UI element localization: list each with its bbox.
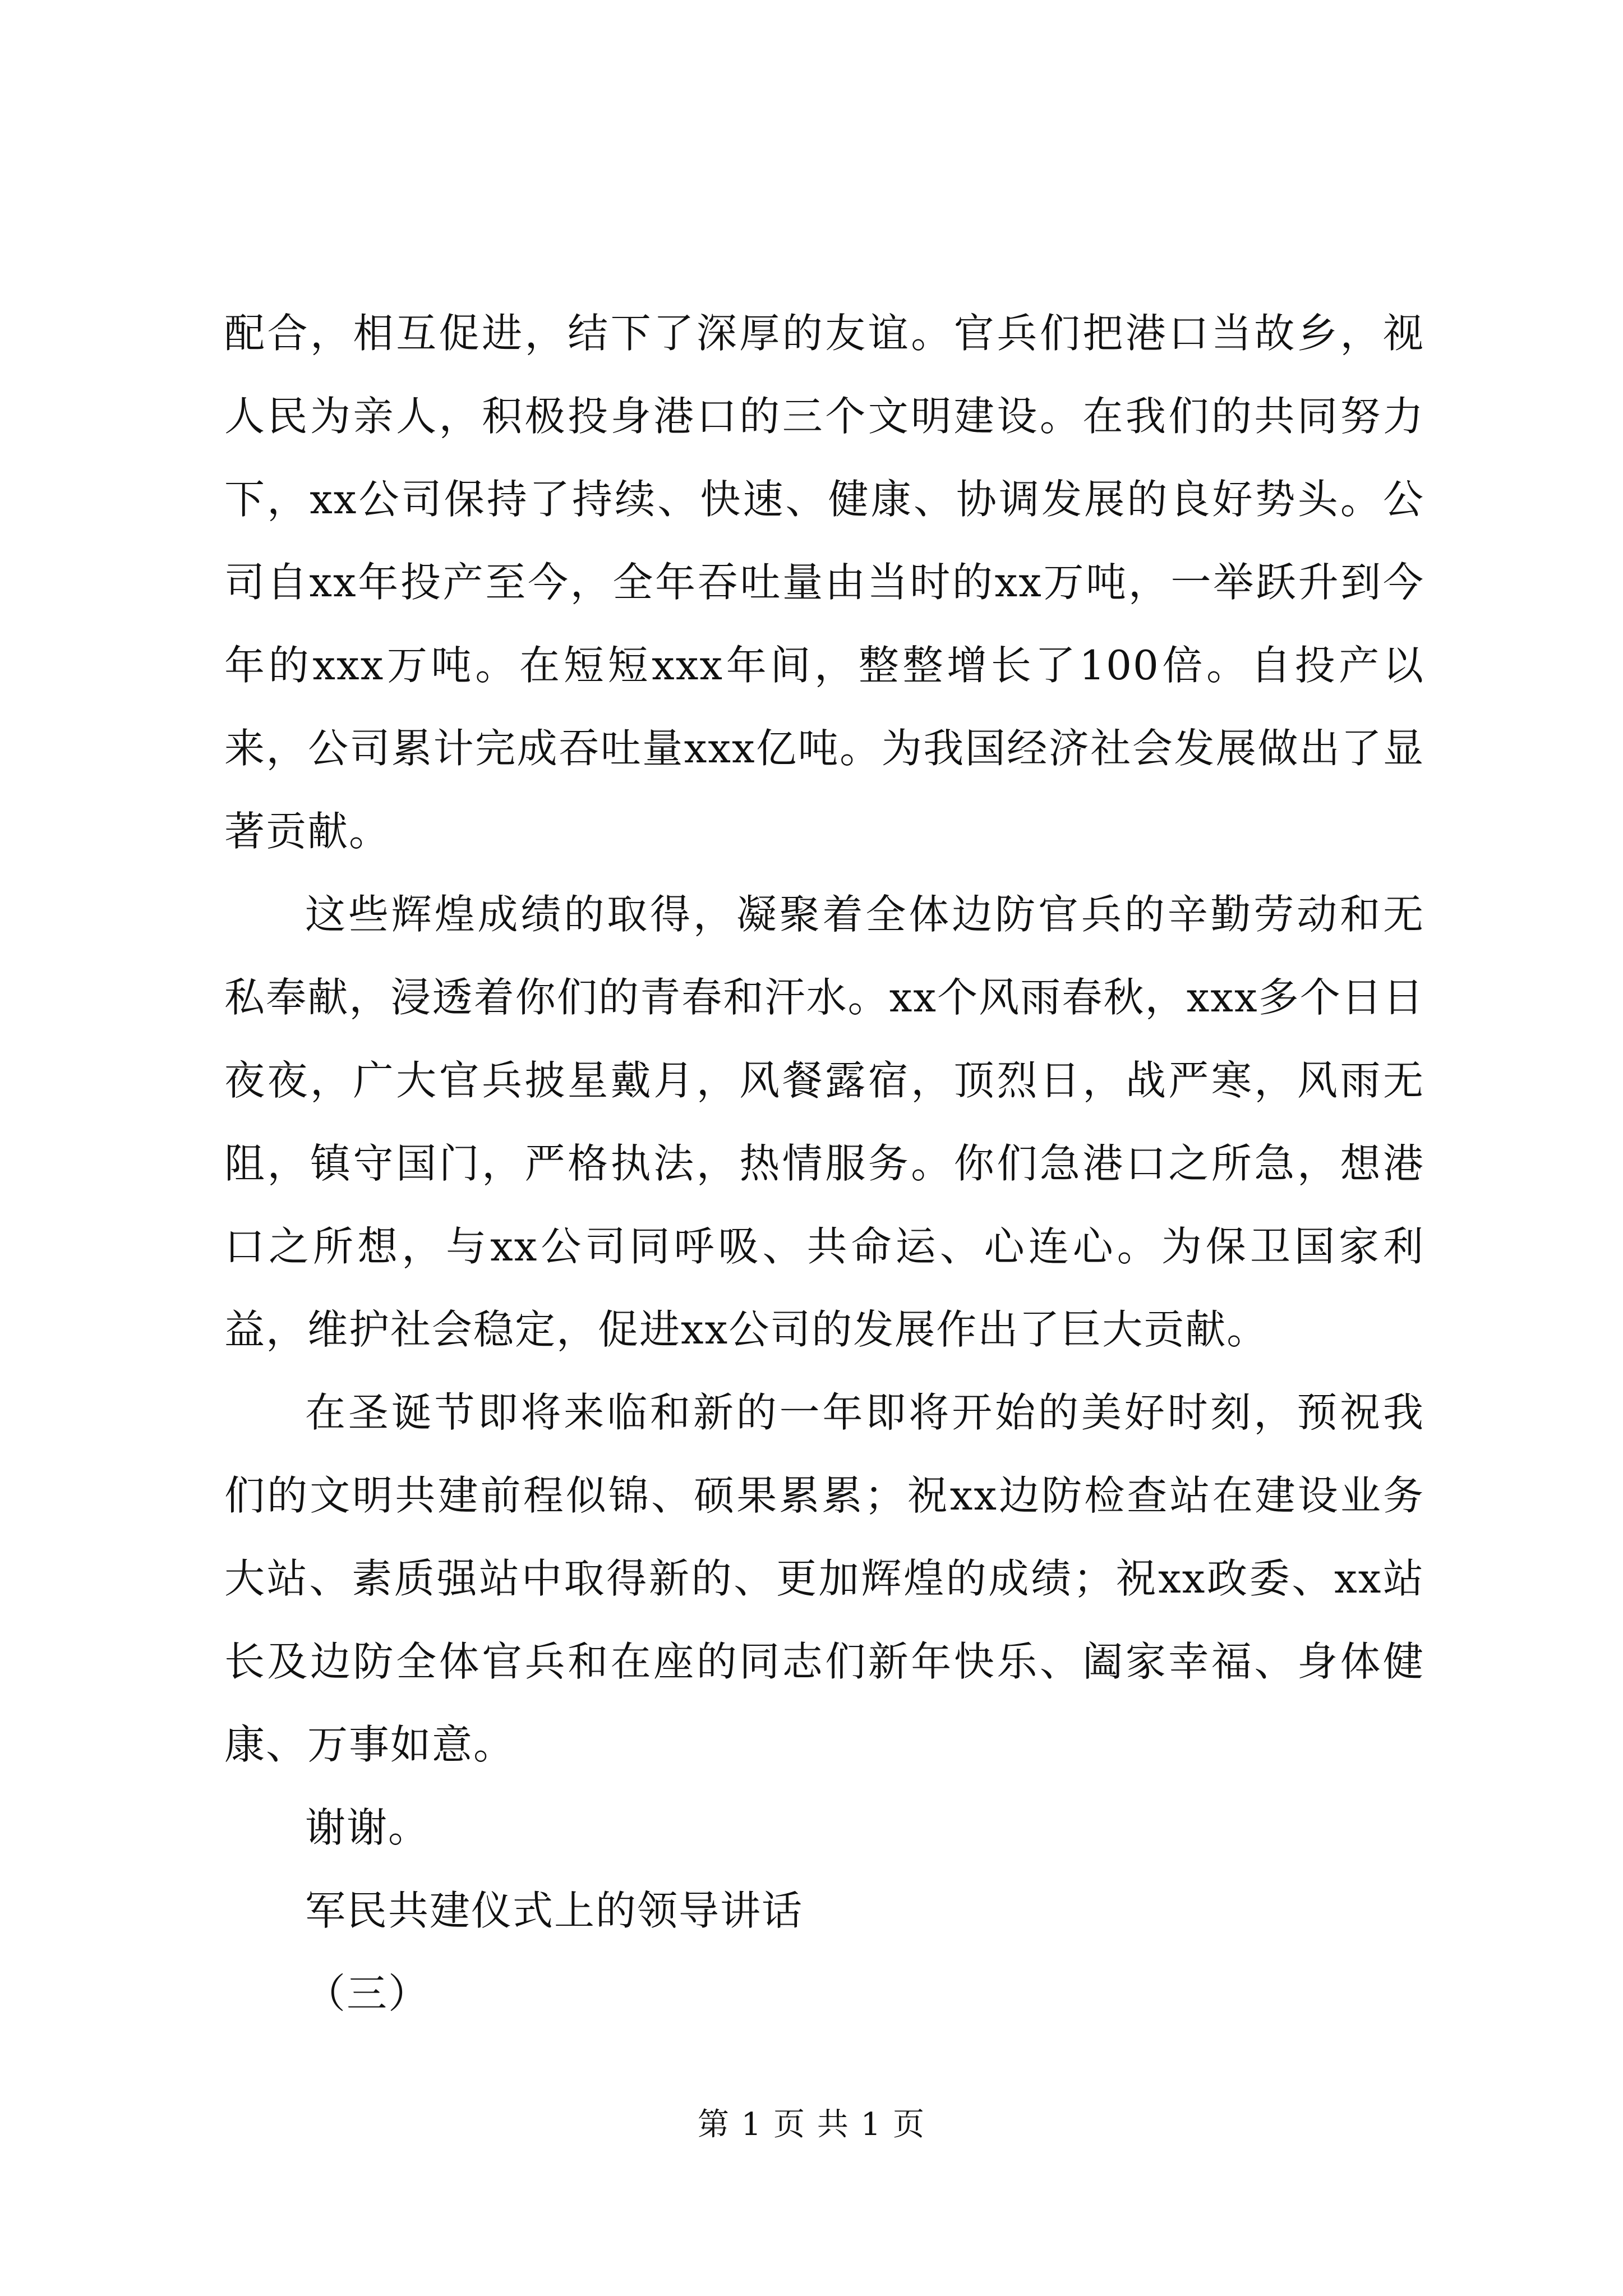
section-number: （三）	[305, 1970, 430, 2017]
paragraph-3: 在圣诞节即将来临和新的一年即将开始的美好时刻，预祝我们的文明共建前程似锦、硕果累累；祝xx边防检查站在建设业务大站、素质强站中取得新的、更加辉煌的成绩；祝xx政委、xx站长及边防全体官兵和在座的同志们新年快乐、阖家幸福、身体健康、万事如意。	[224, 1389, 1424, 1768]
closing-line: 谢谢。	[305, 1804, 430, 1851]
next-speech-title: 军民共建仪式上的领导讲话	[305, 1887, 804, 1934]
document-body	[224, 292, 1424, 2035]
paragraph-2: 这些辉煌成绩的取得，凝聚着全体边防官兵的辛勤劳动和无私奉献，浸透着你们的青春和汗水。xx个风雨春秋，xxx多个日日夜夜，广大官兵披星戴月，风餐露宿，顶烈日，战严寒，风雨无阻，镇守国门，严格执法，热情服务。你们急港口之所急，想港口之所想，与xx公司同呼吸、共命运、心连心。为保卫国家利益，维护社会稳定，促进xx公司的发展作出了巨大贡献。	[224, 891, 1424, 1353]
paragraph-1: 配合，相互促进，结下了深厚的友谊。官兵们把港口当故乡，视人民为亲人，积极投身港口的三个文明建设。在我们的共同努力下，xx公司保持了持续、快速、健康、协调发展的良好势头。公司自xx年投产至今，全年吞吐量由当时的xx万吨，一举跃升到今年的xxx万吨。在短短xxx年间，整整增长了100倍。自投产以来，公司累计完成吞吐量xxx亿吨。为我国经济社会发展做出了显著贡献。	[224, 310, 1424, 855]
page-footer: 第 1 页 共 1 页	[697, 2106, 926, 2143]
